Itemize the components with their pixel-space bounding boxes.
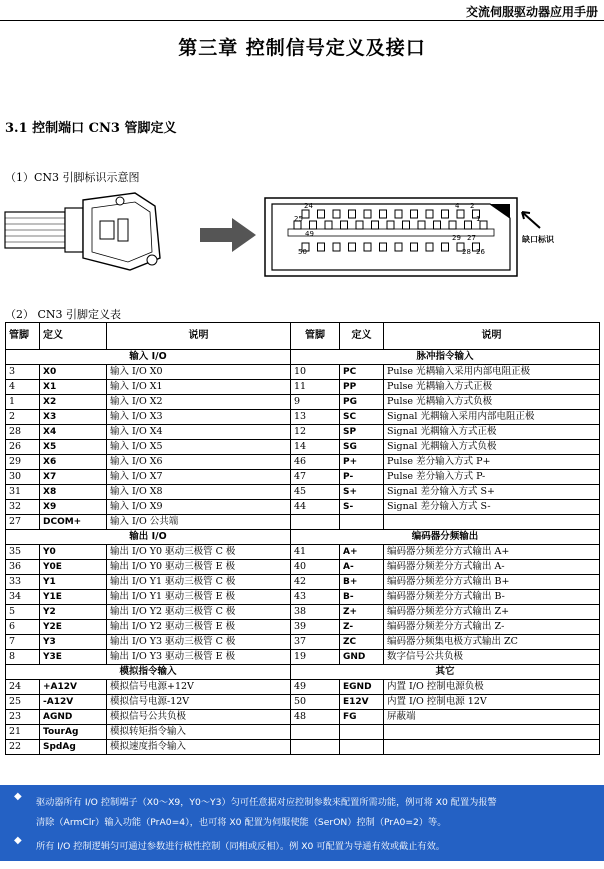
definition-cell: X4 (40, 425, 107, 440)
definition-cell-right: A+ (340, 545, 384, 560)
cn3-pin-table (5, 322, 600, 755)
pin-label-49: 49 (305, 230, 314, 238)
pin-label-26: 26 (476, 248, 485, 256)
page-header (0, 0, 604, 22)
pin-label-25: 25 (294, 215, 303, 223)
connector-plug-image (5, 193, 160, 270)
definition-cell: X1 (40, 380, 107, 395)
pin-socket (426, 210, 433, 218)
pin-cell-right: 42 (291, 575, 340, 590)
table-row (6, 575, 600, 590)
pin-cell-right: 10 (291, 365, 340, 380)
definition-cell-right: PP (340, 380, 384, 395)
chapter-title: 第三章 控制信号定义及接口 (178, 37, 426, 59)
pin-cell: 21 (6, 725, 40, 740)
col-header-description: 说明 (107, 323, 291, 350)
description-cell: 输出 I/O Y3 驱动三极管 E 极 (107, 650, 291, 665)
pin-cell-right: 19 (291, 650, 340, 665)
description-cell: 输入 I/O X6 (107, 455, 291, 470)
description-cell: 模拟信号电源-12V (107, 695, 291, 710)
description-cell: 输入 I/O X4 (107, 425, 291, 440)
pin-socket (411, 210, 418, 218)
pin-cell: 24 (6, 680, 40, 695)
description-cell: 输出 I/O Y0 驱动三极管 E 极 (107, 560, 291, 575)
group-title: 编码器分频输出 (291, 530, 600, 545)
pin-cell: 26 (6, 440, 40, 455)
pin-socket (387, 221, 394, 229)
pin-cell-right: 12 (291, 425, 340, 440)
pin-cell-right: 47 (291, 470, 340, 485)
definition-cell-right: E12V (340, 695, 384, 710)
pin-table-caption: （2） CN3 引脚定义表 (5, 308, 122, 321)
definition-cell: Y2 (40, 605, 107, 620)
description-cell: 输入 I/O X2 (107, 395, 291, 410)
group-title: 脉冲指令输入 (291, 350, 600, 365)
description-cell: 输入 I/O X7 (107, 470, 291, 485)
definition-cell: SpdAg (40, 740, 107, 755)
description-cell: 输入 I/O X5 (107, 440, 291, 455)
table-row (6, 680, 600, 695)
pin-cell-right: 48 (291, 710, 340, 725)
table-row (6, 590, 600, 605)
pin-cell-right (291, 725, 340, 740)
pin-cell-right: 39 (291, 620, 340, 635)
description-cell-right: Pulse 光耦输入采用内部电阻正极 (384, 365, 600, 380)
pin-label-4: 4 (455, 202, 460, 210)
pin-socket (395, 210, 402, 218)
definition-cell-right: S- (340, 500, 384, 515)
description-cell: 输入 I/O X8 (107, 485, 291, 500)
pin-cell-right: 13 (291, 410, 340, 425)
pin-cell: 7 (6, 635, 40, 650)
table-row (6, 635, 600, 650)
group-header-row (6, 665, 600, 680)
pin-socket (403, 221, 410, 229)
notes-box (0, 785, 604, 861)
group-title: 输出 I/O (6, 530, 291, 545)
table-row (6, 410, 600, 425)
pin-cell: 6 (6, 620, 40, 635)
description-cell-right: 内置 I/O 控制电源 12V (384, 695, 600, 710)
definition-cell-right (340, 740, 384, 755)
col-header-definition-right: 定义 (340, 323, 384, 350)
table-row (6, 395, 600, 410)
description-cell-right: 编码器分频差分方式输出 B- (384, 590, 600, 605)
pin-socket (480, 221, 487, 229)
definition-cell-right: PG (340, 395, 384, 410)
definition-cell: X5 (40, 440, 107, 455)
pin-cell: 2 (6, 410, 40, 425)
description-cell-right: Signal 光耦输入方式负极 (384, 440, 600, 455)
pin-socket (349, 243, 356, 251)
description-cell: 输出 I/O Y1 驱动三极管 E 极 (107, 590, 291, 605)
pin-cell-right: 38 (291, 605, 340, 620)
description-cell-right: Pulse 差分输入方式 P+ (384, 455, 600, 470)
definition-cell: Y3 (40, 635, 107, 650)
pin-cell: 22 (6, 740, 40, 755)
pin-label-2: 2 (470, 202, 475, 210)
manual-title: 交流伺服驱动器应用手册 (465, 5, 598, 19)
pin-socket (318, 243, 325, 251)
pin-socket (325, 221, 332, 229)
pin-cell-right: 45 (291, 485, 340, 500)
definition-cell: TourAg (40, 725, 107, 740)
col-header-pin-right: 管脚 (291, 323, 340, 350)
header-rule (0, 20, 604, 21)
pin-cell-right: 44 (291, 500, 340, 515)
table-row (6, 500, 600, 515)
table-row (6, 560, 600, 575)
definition-cell-right: P- (340, 470, 384, 485)
definition-cell: X9 (40, 500, 107, 515)
pin-socket (418, 221, 425, 229)
description-cell-right: 屏蔽端 (384, 710, 600, 725)
pin-socket (395, 243, 402, 251)
definition-cell: Y3E (40, 650, 107, 665)
description-cell: 输出 I/O Y2 驱动三极管 C 极 (107, 605, 291, 620)
col-header-description-right: 说明 (384, 323, 600, 350)
pin-socket (411, 243, 418, 251)
definition-cell: X2 (40, 395, 107, 410)
table-row (6, 425, 600, 440)
definition-cell-right (340, 725, 384, 740)
pin-cell: 31 (6, 485, 40, 500)
pin-socket (380, 210, 387, 218)
description-cell-right: Pulse 光耦输入方式负极 (384, 395, 600, 410)
description-cell-right: 编码器分频差分方式输出 Z- (384, 620, 600, 635)
description-cell-right: 编码器分频集电极方式输出 ZC (384, 635, 600, 650)
pin-cell-right: 37 (291, 635, 340, 650)
pin-cell-right: 43 (291, 590, 340, 605)
definition-cell-right: S+ (340, 485, 384, 500)
description-cell-right: 编码器分频差分方式输出 A- (384, 560, 600, 575)
pin-socket (364, 243, 371, 251)
description-cell: 输出 I/O Y1 驱动三极管 C 极 (107, 575, 291, 590)
pin-socket (457, 210, 464, 218)
pin-socket (372, 221, 379, 229)
description-cell-right: 编码器分频差分方式输出 Z+ (384, 605, 600, 620)
definition-cell: X6 (40, 455, 107, 470)
pin-socket (356, 221, 363, 229)
definition-cell: Y1 (40, 575, 107, 590)
definition-cell: X7 (40, 470, 107, 485)
table-row (6, 710, 600, 725)
pin-cell: 33 (6, 575, 40, 590)
description-cell: 输出 I/O Y2 驱动三极管 E 极 (107, 620, 291, 635)
definition-cell-right (340, 515, 384, 530)
definition-cell: DCOM+ (40, 515, 107, 530)
pin-cell: 27 (6, 515, 40, 530)
bullet-icon: ◆ (14, 835, 22, 846)
group-header-row (6, 350, 600, 365)
description-cell: 输入 I/O X0 (107, 365, 291, 380)
table-body (6, 350, 600, 755)
group-title: 输入 I/O (6, 350, 291, 365)
pin-socket (380, 243, 387, 251)
table-row (6, 365, 600, 380)
description-cell-right: 编码器分频差分方式输出 B+ (384, 575, 600, 590)
table-row (6, 605, 600, 620)
pin-cell: 1 (6, 395, 40, 410)
bullet-icon: ◆ (14, 791, 22, 802)
pin-cell: 25 (6, 695, 40, 710)
gap-arrow-icon (522, 212, 540, 228)
description-cell: 输入 I/O X9 (107, 500, 291, 515)
pin-cell-right: 40 (291, 560, 340, 575)
note-1-line-1: 驱动器所有 I/O 控制端子（X0～X9，Y0～Y3）匀可任意据对应控制参数来配置所需功能，例可将 X0 配置为报警 (36, 797, 497, 808)
col-header-pin: 管脚 (6, 323, 40, 350)
definition-cell-right: A- (340, 560, 384, 575)
table-row (6, 470, 600, 485)
description-cell: 输入 I/O X1 (107, 380, 291, 395)
connector-face-image (265, 198, 517, 276)
definition-cell: AGND (40, 710, 107, 725)
pin-cell: 35 (6, 545, 40, 560)
definition-cell-right: SC (340, 410, 384, 425)
pin-socket (426, 243, 433, 251)
description-cell: 输出 I/O Y0 驱动三极管 C 极 (107, 545, 291, 560)
description-cell: 模拟转矩指令输入 (107, 725, 291, 740)
pin-cell: 32 (6, 500, 40, 515)
pin-cell: 28 (6, 425, 40, 440)
pin-socket (349, 210, 356, 218)
pin-cell: 29 (6, 455, 40, 470)
definition-cell-right: B- (340, 590, 384, 605)
pin-label-1: 1 (476, 215, 481, 223)
cn3-pin-diagram (0, 188, 604, 288)
definition-cell-right: SP (340, 425, 384, 440)
arrow-right-icon (200, 218, 256, 252)
description-cell-right: 内置 I/O 控制电源负极 (384, 680, 600, 695)
definition-cell: Y0E (40, 560, 107, 575)
definition-cell-right: ZC (340, 635, 384, 650)
group-header-row (6, 530, 600, 545)
table-row (6, 695, 600, 710)
table-row (6, 650, 600, 665)
definition-cell-right: SG (340, 440, 384, 455)
pin-cell: 30 (6, 470, 40, 485)
pin-cell-right: 50 (291, 695, 340, 710)
table-row (6, 515, 600, 530)
description-cell-right: 数字信号公共负极 (384, 650, 600, 665)
description-cell: 输出 I/O Y3 驱动三极管 C 极 (107, 635, 291, 650)
description-cell: 输入 I/O 公共端 (107, 515, 291, 530)
description-cell-right: Signal 差分输入方式 S+ (384, 485, 600, 500)
description-cell-right (384, 725, 600, 740)
pin-label-28: 28 (462, 248, 471, 256)
group-title: 模拟指令输入 (6, 665, 291, 680)
definition-cell-right: Z- (340, 620, 384, 635)
definition-cell-right: P+ (340, 455, 384, 470)
description-cell: 模拟速度指令输入 (107, 740, 291, 755)
note-1-line-2: 清除（ArmClr）输入功能（PrA0=4），也可将 X0 配置为伺服使能（SerON）控制（PrA0=2）等。 (36, 817, 447, 828)
pin-socket (341, 221, 348, 229)
definition-cell-right: B+ (340, 575, 384, 590)
pin-cell: 36 (6, 560, 40, 575)
definition-cell: X3 (40, 410, 107, 425)
pin-cell: 34 (6, 590, 40, 605)
pin-cell-right: 14 (291, 440, 340, 455)
pin-cell-right (291, 515, 340, 530)
gap-label: 缺口标识 (522, 235, 554, 244)
table-header-row (6, 323, 600, 350)
definition-cell-right: EGND (340, 680, 384, 695)
pin-diagram-caption: （1）CN3 引脚标识示意图 (5, 171, 140, 184)
table-row (6, 440, 600, 455)
note-2: 所有 I/O 控制逻辑匀可通过参数进行极性控制（同相或反相）。例 X0 可配置为导通有效或截止有效。 (36, 841, 445, 852)
definition-cell: Y1E (40, 590, 107, 605)
table-row (6, 545, 600, 560)
definition-cell: X8 (40, 485, 107, 500)
pin-socket (364, 210, 371, 218)
definition-cell: +A12V (40, 680, 107, 695)
pin-label-50: 50 (298, 248, 307, 256)
definition-cell: X0 (40, 365, 107, 380)
definition-cell-right: Z+ (340, 605, 384, 620)
definition-cell: Y2E (40, 620, 107, 635)
table-row (6, 620, 600, 635)
definition-cell: Y0 (40, 545, 107, 560)
pin-socket (434, 221, 441, 229)
pin-cell-right: 46 (291, 455, 340, 470)
pin-cell-right (291, 740, 340, 755)
table-row (6, 725, 600, 740)
table-row (6, 485, 600, 500)
pin-label-27: 27 (467, 234, 476, 242)
description-cell-right (384, 515, 600, 530)
pin-cell: 5 (6, 605, 40, 620)
pin-cell-right: 41 (291, 545, 340, 560)
description-cell-right (384, 740, 600, 755)
definition-cell: -A12V (40, 695, 107, 710)
definition-cell-right: FG (340, 710, 384, 725)
pin-cell-right: 9 (291, 395, 340, 410)
pin-cell: 23 (6, 710, 40, 725)
pin-socket (333, 210, 340, 218)
pin-socket (465, 221, 472, 229)
pin-socket (449, 221, 456, 229)
pin-socket (302, 210, 309, 218)
pin-label-24: 24 (304, 202, 313, 210)
pin-cell: 3 (6, 365, 40, 380)
group-title: 其它 (291, 665, 600, 680)
pin-cell-right: 49 (291, 680, 340, 695)
pin-socket (318, 210, 325, 218)
description-cell-right: 编码器分频差分方式输出 A+ (384, 545, 600, 560)
pin-socket (442, 243, 449, 251)
pin-socket (442, 210, 449, 218)
pin-label-29: 29 (452, 234, 461, 242)
table-row (6, 455, 600, 470)
pin-cell: 8 (6, 650, 40, 665)
definition-cell-right: PC (340, 365, 384, 380)
description-cell: 模拟信号电源+12V (107, 680, 291, 695)
col-header-definition: 定义 (40, 323, 107, 350)
pin-cell: 4 (6, 380, 40, 395)
pin-socket (333, 243, 340, 251)
table-row (6, 380, 600, 395)
section-title: 3.1 控制端口 CN3 管脚定义 (5, 121, 177, 136)
description-cell-right: Pulse 差分输入方式 P- (384, 470, 600, 485)
description-cell-right: Signal 差分输入方式 S- (384, 500, 600, 515)
description-cell-right: Signal 光耦输入方式正极 (384, 425, 600, 440)
description-cell-right: Pulse 光耦输入方式正极 (384, 380, 600, 395)
table-row (6, 740, 600, 755)
description-cell: 输入 I/O X3 (107, 410, 291, 425)
definition-cell-right: GND (340, 650, 384, 665)
description-cell: 模拟信号公共负极 (107, 710, 291, 725)
pin-socket (310, 221, 317, 229)
pin-cell-right: 11 (291, 380, 340, 395)
description-cell-right: Signal 光耦输入采用内部电阻正极 (384, 410, 600, 425)
